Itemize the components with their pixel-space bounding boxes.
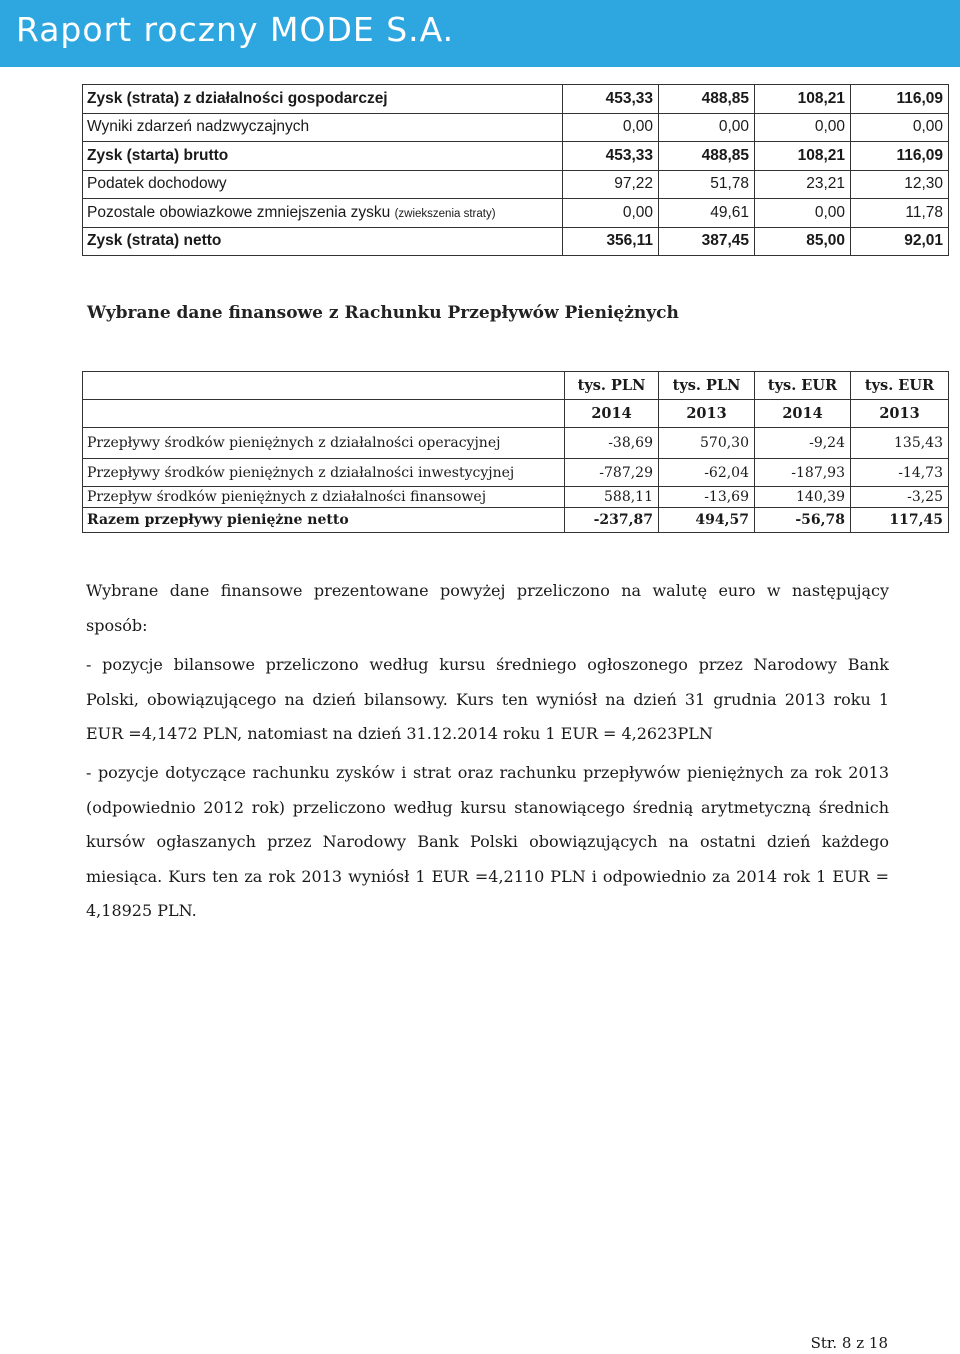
row-label (83, 227, 563, 256)
year-cell: 2013 (659, 400, 755, 428)
value-cell: 92,01 (904, 232, 943, 250)
value-cell: 356,11 (563, 227, 659, 256)
value-cell: 0,00 (755, 113, 851, 142)
year-cell: 2013 (851, 400, 949, 428)
unit-cell: tys. EUR (851, 372, 949, 400)
table-row (83, 113, 949, 142)
value-cell: 135,43 (851, 428, 949, 459)
value-cell: -62,04 (659, 459, 755, 487)
value-cell: 588,11 (565, 487, 659, 508)
value-cell: 570,30 (659, 428, 755, 459)
row-label (83, 170, 563, 199)
value-cell: 0,00 (659, 113, 755, 142)
value-cell: 97,22 (563, 170, 659, 199)
value-cell: 116,09 (896, 89, 943, 107)
row-label (83, 113, 563, 142)
row-label: Przepływy środków pieniężnych z działalności inwestycyjnej (83, 459, 565, 487)
value-cell: 85,00 (755, 227, 851, 256)
value-cell: 488,85 (659, 142, 755, 171)
page-number: Str. 8 z 18 (810, 1334, 888, 1352)
table-row (83, 227, 949, 256)
row-label: Przepływ środków pieniężnych z działalności finansowej (83, 487, 565, 508)
value-cell: -237,87 (565, 508, 659, 533)
paragraph-income: - pozycje dotyczące rachunku zysków i strat oraz rachunku przepływów pieniężnych za rok 2013 (odpowiednio 2012 rok) przeliczono według kursu stanowiącego średnią arytmetyczną średnich kursów ogłaszanych przez Narodowy Bank Polski obowiązujących na ostatni dzień każdego miesiąca. Kurs ten za rok 2013 wyniósł 1 EUR =4,2110 PLN i odpowiednio za 2014 rok 1 EUR = 4,18925 PLN. (86, 763, 889, 920)
units-row (83, 372, 949, 400)
years-row (83, 400, 949, 428)
paragraph-intro: Wybrane dane finansowe prezentowane powyżej przeliczono na walutę euro w następujący sposób: (86, 581, 889, 635)
paragraph-balance: - pozycje bilansowe przeliczono według kursu średniego ogłoszonego przez Narodowy Bank Polski, obowiązującego na dzień bilansowy. Kurs ten wyniósł na dzień 31 grudnia 2013 roku 1 EUR =4,1472 PLN, natomiast na dzień 31.12.2014 roku 1 EUR = 4,2623PLN (86, 655, 889, 743)
value-cell: 51,78 (659, 170, 755, 199)
row-note: (zwiekszenia straty) (394, 207, 496, 220)
table-row (83, 487, 949, 508)
unit-cell: tys. PLN (565, 372, 659, 400)
row-label: Przepływy środków pieniężnych z działalności operacyjnej (83, 428, 565, 459)
value-cell: 117,45 (851, 508, 949, 533)
table-row (83, 170, 949, 199)
unit-cell: tys. PLN (659, 372, 755, 400)
years-row-label (83, 400, 565, 428)
header-banner (0, 0, 960, 67)
value-cell: -787,29 (565, 459, 659, 487)
row-label-text: Podatek dochodowy (87, 175, 227, 193)
value-cell: -9,24 (755, 428, 851, 459)
table-row (83, 85, 949, 114)
value-cell: 453,33 (563, 142, 659, 171)
value-cell: 108,21 (755, 142, 851, 171)
value-cell: -13,69 (659, 487, 755, 508)
value-cell: 49,61 (659, 199, 755, 228)
year-cell: 2014 (755, 400, 851, 428)
value-cell: -56,78 (755, 508, 851, 533)
income-table (82, 84, 949, 256)
table-row (83, 459, 949, 487)
table-row (83, 428, 949, 459)
row-label-text: Wyniki zdarzeń nadzwyczajnych (87, 118, 310, 136)
cashflow-table (82, 371, 949, 533)
row-label (83, 85, 563, 114)
table-row (83, 508, 949, 533)
row-label-text: Zysk (starta) brutto (87, 146, 229, 164)
value-cell: 140,39 (755, 487, 851, 508)
row-label-text: Pozostale obowiazkowe zmniejszenia zysku (87, 203, 391, 221)
value-cell: 0,00 (912, 118, 943, 136)
year-cell: 2014 (565, 400, 659, 428)
value-cell: 12,30 (904, 175, 943, 193)
unit-cell: tys. EUR (755, 372, 851, 400)
value-cell: 494,57 (659, 508, 755, 533)
value-cell: 0,00 (755, 199, 851, 228)
row-label: Razem przepływy pieniężne netto (83, 508, 565, 533)
value-cell: -3,25 (851, 487, 949, 508)
value-cell: 23,21 (755, 170, 851, 199)
cashflow-heading: Wybrane dane finansowe z Rachunku Przepływów Pieniężnych (87, 303, 679, 323)
units-row-label (83, 372, 565, 400)
value-cell: 453,33 (563, 85, 659, 114)
value-cell: 488,85 (659, 85, 755, 114)
value-cell: -187,93 (755, 459, 851, 487)
value-cell: 0,00 (563, 113, 659, 142)
value-cell: 0,00 (563, 199, 659, 228)
report-title: Raport roczny MODE S.A. (16, 10, 455, 49)
row-label (83, 142, 563, 171)
value-cell: 387,45 (659, 227, 755, 256)
table-row (83, 142, 949, 171)
row-label-text: Zysk (strata) z działalności gospodarczej (87, 89, 388, 107)
row-label (83, 199, 563, 228)
row-label-text: Zysk (strata) netto (87, 232, 222, 250)
table-row (83, 199, 949, 228)
value-cell: 11,78 (905, 203, 943, 221)
value-cell: 116,09 (896, 146, 943, 164)
value-cell: -38,69 (565, 428, 659, 459)
value-cell: -14,73 (851, 459, 949, 487)
value-cell: 108,21 (755, 85, 851, 114)
